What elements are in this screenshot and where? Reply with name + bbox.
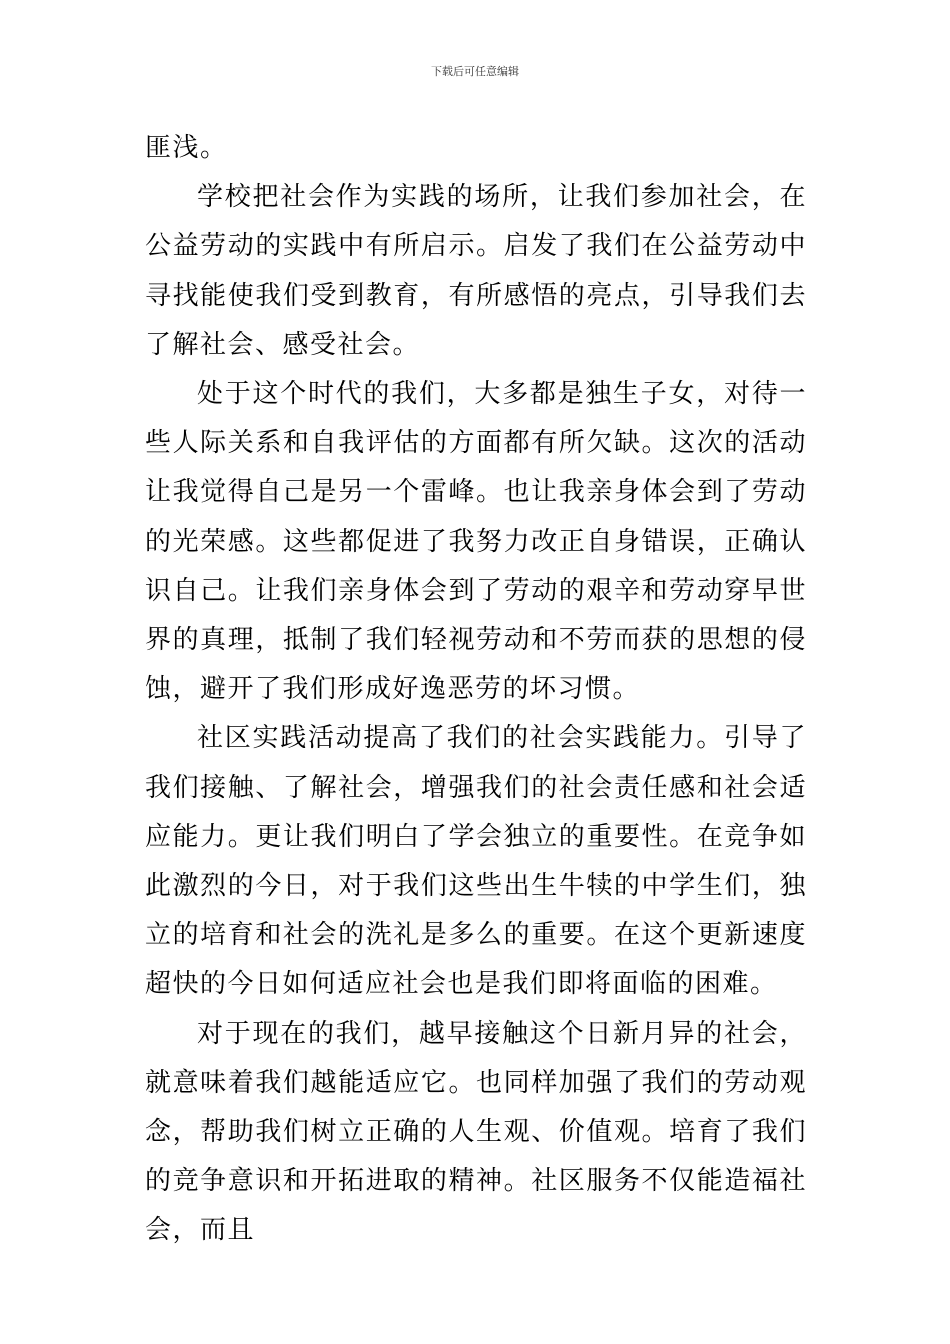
paragraph-3: 处于这个时代的我们，大多都是独生子女，对待一些人际关系和自我评估的方面都有所欠缺。这次的活动让我觉得自己是另一个雷峰。也让我亲身体会到了劳动的光荣感。这些都促进了我努力改正自身错误，正确认识自己。让我们亲身体会到了劳动的艰辛和劳动穿早世界的真理，抵制了我们轻视劳动和不劳而获的思想的侵蚀，避开了我们形成好逸恶劳的坏习惯。 bbox=[145, 379, 807, 705]
paragraph-2: 学校把社会作为实践的场所，让我们参加社会，在公益劳动的实践中有所启示。启发了我们在公益劳动中寻找能使我们受到教育，有所感悟的亮点，引导我们去了解社会、感受社会。 bbox=[145, 182, 807, 360]
paragraph-5: 对于现在的我们，越早接触这个日新月异的社会，就意味着我们越能适应它。也同样加强了我们的劳动观念，帮助我们树立正确的人生观、价值观。培育了我们的竞争意识和开拓进取的精神。社区服务不仅能造福社会，而且 bbox=[145, 1018, 807, 1246]
document-body bbox=[145, 124, 807, 1256]
paragraph-1: 匪浅。 bbox=[145, 133, 228, 163]
paragraph-4: 社区实践活动提高了我们的社会实践能力。引导了我们接触、了解社会，增强我们的社会责任感和社会适应能力。更让我们明白了学会独立的重要性。在竞争如此激烈的今日，对于我们这些出生牛犊的中学生们，独立的培育和社会的洗礼是多么的重要。在这个更新速度超快的今日如何适应社会也是我们即将面临的困难。 bbox=[145, 723, 807, 1000]
page-header: 下载后可任意编辑 bbox=[431, 65, 519, 78]
